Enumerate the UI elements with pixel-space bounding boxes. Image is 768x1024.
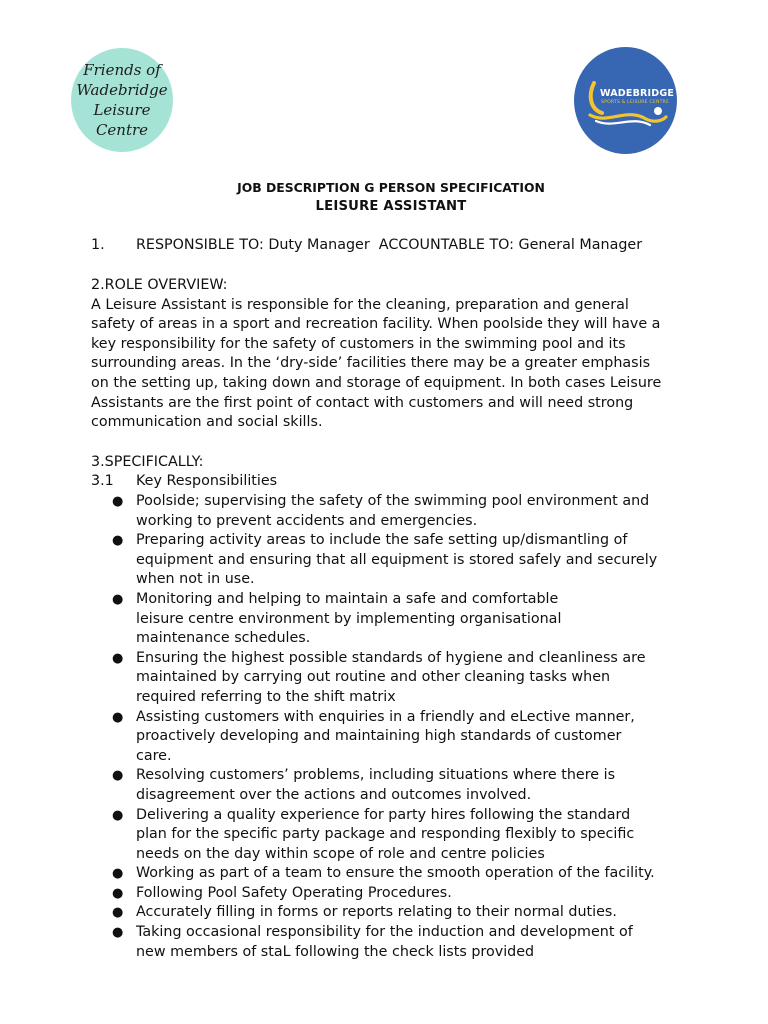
logo-brand-name: WADEBRIDGE — [600, 88, 675, 99]
bullet-icon: ● — [112, 494, 124, 509]
list-item-line: Monitoring and helping to maintain a safe and comfortable — [136, 590, 559, 607]
paragraph-line: A Leisure Assistant is responsible for the cleaning, preparation and general — [91, 296, 629, 313]
bullet-icon: ● — [112, 905, 124, 921]
list-item — [0, 590, 768, 649]
subsection-heading: Key Responsibilities — [136, 473, 278, 489]
paragraph-line: communication and social skills. — [91, 414, 323, 431]
list-item — [0, 492, 768, 531]
list-item — [0, 806, 768, 865]
list-item — [0, 531, 768, 590]
list-item-line: Assisting customers with enquiries in a friendly and eLective manner, — [136, 708, 635, 725]
list-item — [0, 923, 768, 962]
document-subtitle: LEISURE ASSISTANT — [315, 199, 467, 214]
list-item-line: needs on the day within scope of role and centre policies — [136, 845, 545, 862]
logo-line: Friends of — [83, 61, 161, 79]
bullet-icon: ● — [112, 591, 124, 607]
paragraph-line: on the setting up, taking down and storage of equipment. In both cases Leisure — [91, 374, 662, 391]
paragraph-line: surrounding areas. In the ‘dry-side’ facilities there may be a greater emphasis — [91, 355, 651, 372]
logo-line: Wadebridge — [76, 81, 168, 99]
list-item-line: Resolving customers’ problems, including situations where there is — [136, 767, 616, 784]
list-item-line: maintenance schedules. — [136, 630, 311, 647]
bullet-icon: ● — [112, 709, 124, 725]
list-item-line: working to prevent accidents and emergencies. — [136, 512, 478, 529]
responsibilities-list — [0, 492, 768, 962]
role-overview-section — [91, 276, 661, 433]
list-item-line: Preparing activity areas to include the safe setting up/dismantling of — [136, 532, 628, 549]
list-item-line: proactively developing and maintaining high standards of customer — [136, 728, 622, 745]
subsection-number: 3.1 — [91, 473, 114, 489]
bullet-icon: ● — [112, 866, 124, 882]
bullet-icon: ● — [112, 885, 124, 901]
document-title: JOB DESCRIPTION G PERSON SPECIFICATION — [237, 180, 545, 195]
list-item-line: Poolside; supervising the safety of the swimming pool environment and — [136, 493, 650, 509]
list-item-line: maintained by carrying out routine and other cleaning tasks when — [136, 669, 611, 686]
list-item — [0, 766, 768, 805]
logo-tagline: SPORTS & LEISURE CENTRE — [601, 100, 670, 105]
list-item-line: plan for the specific party package and responding flexibly to specific — [136, 826, 635, 843]
paragraph-line: safety of areas in a sport and recreation facility. When poolside they will have a — [91, 316, 661, 333]
list-item — [0, 903, 768, 923]
bullet-icon: ● — [112, 650, 124, 666]
list-item-line: Delivering a quality experience for party hires following the standard — [136, 806, 631, 823]
logo-line: Leisure — [93, 101, 151, 119]
list-item-line: care. — [136, 747, 172, 764]
list-item-line: Accurately filling in forms or reports relating to their normal duties. — [136, 904, 617, 921]
wadebridge-sports-centre-logo — [574, 47, 677, 154]
bullet-icon: ● — [112, 807, 124, 823]
list-item-line: leisure centre environment by implementing organisational — [136, 610, 562, 627]
paragraph-line: Assistants are the first point of contact with customers and will need strong — [91, 394, 634, 411]
friends-of-wadebridge-logo — [71, 48, 173, 152]
list-item-line: Taking occasional responsibility for the induction and development of — [136, 924, 633, 941]
list-item-line: new members of staL following the check lists provided — [136, 943, 535, 960]
list-item-line: Ensuring the highest possible standards of hygiene and cleanliness are — [136, 649, 646, 666]
bullet-icon: ● — [112, 533, 124, 549]
list-item-line: disagreement over the actions and outcomes involved. — [136, 786, 532, 803]
list-item-line: Working as part of a team to ensure the smooth operation of the facility. — [136, 865, 655, 882]
list-item-line: when not in use. — [136, 571, 255, 588]
list-item-line: equipment and ensuring that all equipment is stored safely and securely — [136, 551, 658, 568]
bullet-icon: ● — [112, 768, 124, 784]
list-item-line: Following Pool Safety Operating Procedures. — [136, 884, 452, 901]
bullet-icon: ● — [112, 925, 124, 941]
section-heading: 2.ROLE OVERVIEW: — [91, 277, 228, 293]
section-1-number: 1. — [91, 237, 105, 253]
section-3-heading: 3.SPECIFICALLY: — [91, 454, 204, 470]
list-item — [0, 708, 768, 767]
list-item — [0, 884, 768, 904]
paragraph-line: key responsibility for the safety of customers in the swimming pool and its — [91, 335, 626, 352]
list-item — [0, 649, 768, 708]
list-item — [0, 864, 768, 884]
logo-line: Centre — [95, 121, 149, 139]
list-item-line: required referring to the shift matrix — [136, 688, 396, 705]
section-1-text: RESPONSIBLE TO: Duty Manager ACCOUNTABLE TO: General Manager — [136, 237, 643, 253]
